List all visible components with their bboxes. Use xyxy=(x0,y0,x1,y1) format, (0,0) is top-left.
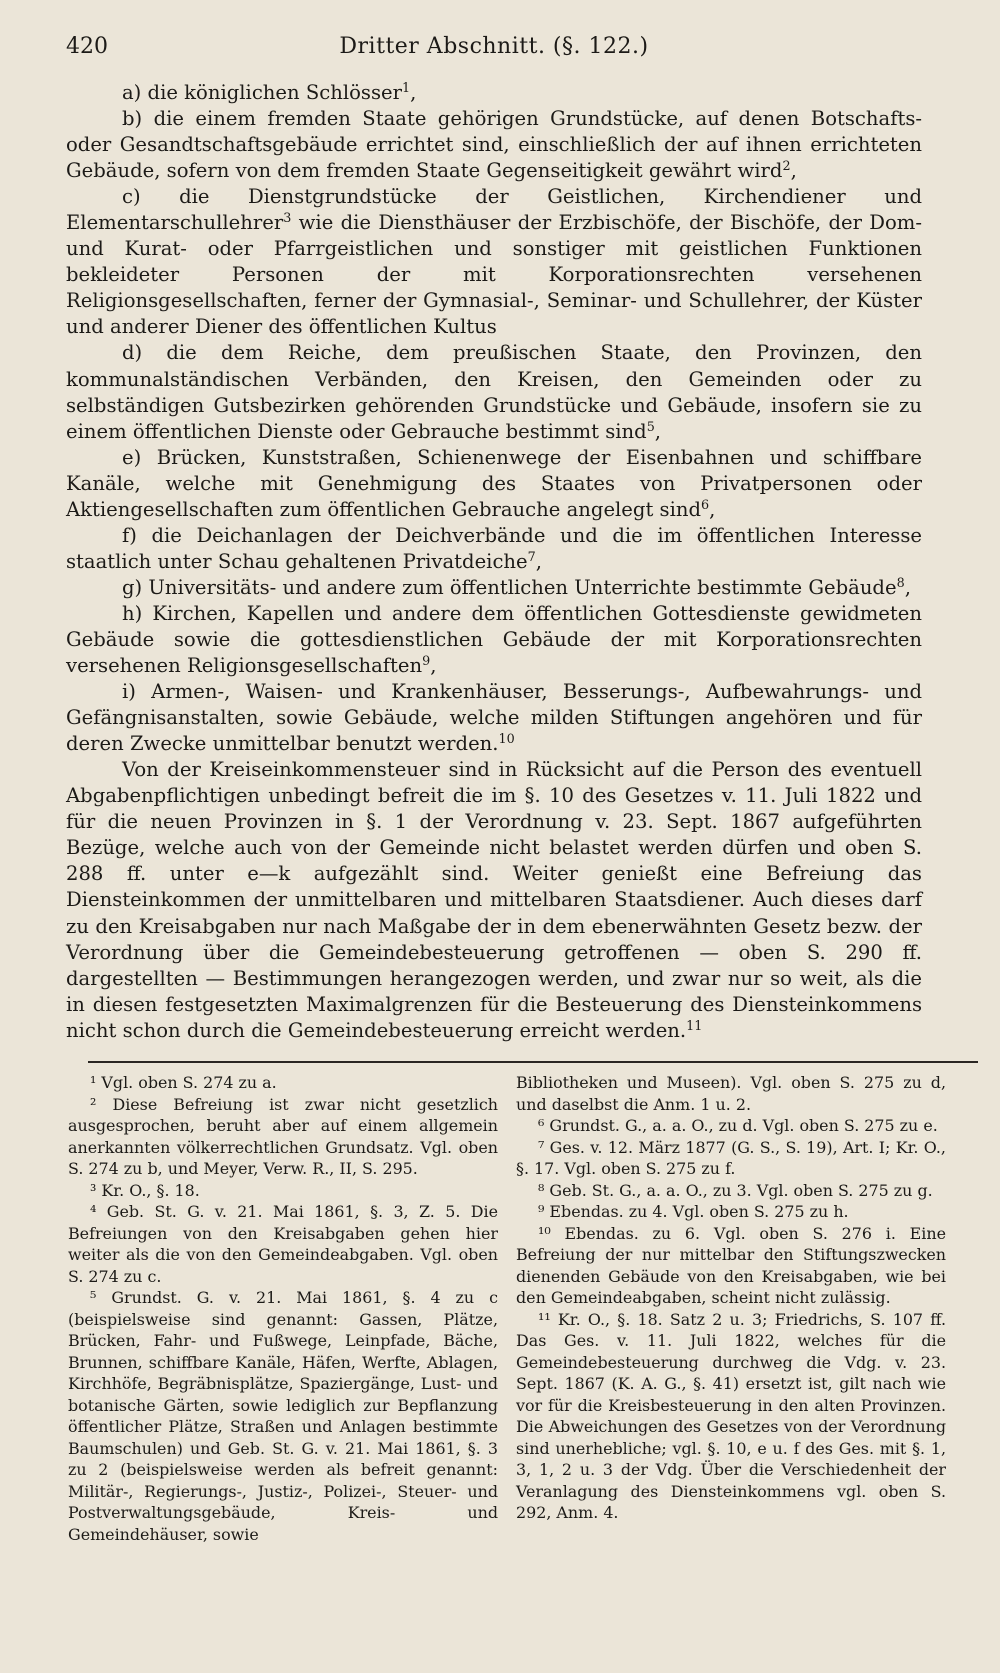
paragraph-text-tail: , xyxy=(790,159,797,183)
paragraph-text-tail: , xyxy=(410,81,417,104)
paragraph-text-tail: , xyxy=(904,575,911,599)
footnote: ¹¹ Kr. O., §. 18. Satz 2 u. 3; Friedrichs, S. 107 ff. Das Ges. v. 11. Juli 1822, welches für die Gemeindebesteuerung durchweg die Vdg. v. 23. Sept. 1867 (K. A. G., §. 41) ersetzt ist, gilt nach wie vor für die Kreisbesteuerung in den alten Provinzen. Die Abweichungen des Gesetzes von der Verordnung sind unerhebliche; vgl. §. 10, e u. f des Ges. mit §. 1, 3, 1, 2 u. 3 der Vdg. Über die Verschiedenheit der Veranlagung des Diensteinkommens vgl. oben S. 292, Anm. 4. xyxy=(516,1309,946,1522)
footnote: ¹⁰ Ebendas. zu 6. Vgl. oben S. 276 i. Eine Befreiung der nur mittelbar den Stiftungszwecken dienenden Gebäude von den Kreisabgaben, wie bei den Gemeindeabgaben, scheint nicht zulässig. xyxy=(516,1223,946,1307)
footnote-marker[interactable]: 3 xyxy=(283,211,292,227)
footnote-marker[interactable]: 11 xyxy=(686,1018,703,1034)
paragraph xyxy=(66,106,922,184)
paragraph-text: e) Brücken, Kunststraßen, Schienenwege der Eisenbahnen und schiffbare Kanäle, welche mit Genehmigung des Staates von Privatpersonen oder Aktiengesellschaften zum öffentlichen Gebrauche angelegt sind xyxy=(66,445,922,521)
paragraph xyxy=(66,80,922,106)
footnote-rule xyxy=(88,1061,978,1063)
paragraph-text: a) die königlichen Schlösser xyxy=(122,81,403,104)
footnote-marker[interactable]: 7 xyxy=(527,549,536,565)
footnote: ⁶ Grundst. G., a. a. O., zu d. Vgl. oben S. 275 zu e. xyxy=(538,1116,938,1135)
footnote: ³ Kr. O., §. 18. xyxy=(90,1180,200,1200)
footnote-marker[interactable]: 10 xyxy=(498,732,515,748)
paragraph-text: Von der Kreiseinkommensteuer sind in Rücksicht auf die Person des eventuell Abgabenpflichtigen unbedingt befreit die im §. 10 des Gesetzes v. 11. Juli 1822 und für die neuen Provinzen in §. 1 der Verordnung v. 23. Sept. 1867 aufgeführten Bezüge, welche auch von der Gemeinde nicht belastet werden dürfen und oben S. 288 ff. unter e—k aufgezählt sind. Weiter genießt eine Befreiung das Diensteinkommen der unmittelbaren und mittelbaren Staatsdiener. Auch dieses darf zu den Kreisabgaben nur nach Maßgabe der in dem ebenerwähnten Gesetz bezw. der Verordnung über die Gemeindebesteuerung getroffenen — oben S. 290 ff. dargestellten — Bestimmungen herangezogen werden, und zwar nur so weit, als die in diesen festgesetzten Maximalgrenzen für die Besteuerung des Diensteinkommens nicht schon durch die Gemeindebesteuerung erreicht werden. xyxy=(66,758,922,1042)
paragraph-text-tail: wie die Diensthäuser der Erzbischöfe, der Bischöfe, der Dom- und Kurat- oder Pfarrgeistlichen und sonstiger mit geistlichen Funktionen bekleideter Personen der mit Korporationsrechten versehenen Religionsgesellschaften, ferner der Gymnasial-, Seminar- und Schullehrer, der Küster und anderer Diener des öffentlichen Kultus xyxy=(66,211,922,339)
paragraph xyxy=(66,340,922,444)
paragraph xyxy=(66,757,922,1044)
paragraph-text: b) die einem fremden Staate gehörigen Grundstücke, auf denen Botschafts- oder Gesandtschaftsgebäude errichtet sind, einschließlich der auf ihnen errichteten Gebäude, sofern von dem fremden Staate Gegenseitigkeit gewährt wird xyxy=(66,107,922,183)
running-title: Dritter Abschnitt. (§. 122.) xyxy=(339,34,649,59)
main-text xyxy=(66,80,922,1044)
paragraph xyxy=(66,601,922,679)
paragraph-text-tail: , xyxy=(535,549,542,573)
paragraph xyxy=(66,575,922,601)
footnotes-right-column xyxy=(516,1072,946,1524)
page-header xyxy=(66,30,922,70)
paragraph-text: g) Universitäts- und andere zum öffentlichen Unterrichte bestimmte Gebäude xyxy=(122,575,897,599)
footnote: ⁸ Geb. St. G., a. a. O., zu 3. Vgl. oben S. 275 zu g. xyxy=(538,1180,933,1200)
footnote-marker[interactable]: 6 xyxy=(701,497,710,513)
footnote: ⁴ Geb. St. G. v. 21. Mai 1861, §. 3, Z. 5. Die Befreiungen von den Kreisabgaben gehen hier weiter als die von den Gemeindeabgaben. Vgl. oben S. 274 zu c. xyxy=(68,1202,498,1286)
footnote: ⁹ Ebendas. zu 4. Vgl. oben S. 275 zu h. xyxy=(538,1202,849,1221)
footnote-marker[interactable]: 9 xyxy=(422,654,431,670)
footnotes-left-column xyxy=(68,1072,498,1545)
footnote: ¹ Vgl. oben S. 274 zu a. xyxy=(90,1073,277,1092)
paragraph xyxy=(66,523,922,575)
footnote-marker[interactable]: 1 xyxy=(402,81,411,96)
footnote: ⁵ Grundst. G. v. 21. Mai 1861, §. 4 zu c (beispielsweise sind genannt: Gassen, Plätze, Brücken, Fahr- und Fußwege, Leinpfade, Bäche, Brunnen, schiffbare Kanäle, Häfen, Werfte, Ablagen, Kirchhöfe, Begräbnisplätze, Spaziergänge, Lust- und botanische Gärten, sowie lediglich zur Bepflanzung öffentlicher Plätze, Straßen und Anlagen bestimmte Baumschulen) und Geb. St. G. v. 21. Mai 1861, §. 3 zu 2 (beispielsweise werden als befreit genannt: Militär-, Regierungs-, Justiz-, Polizei-, Steuer- und Postverwaltungsgebäude, Kreis- und Gemeindehäuser, sowie xyxy=(68,1288,498,1544)
paragraph-text-tail: , xyxy=(430,654,437,678)
page-number: 420 xyxy=(66,34,108,59)
paragraph xyxy=(66,184,922,340)
footnote-marker[interactable]: 5 xyxy=(646,419,655,435)
footnote: ² Diese Befreiung ist zwar nicht gesetzlich ausgesprochen, beruht aber auf einem allgemein anerkannten völkerrechtlichen Grundsatz. Vgl. oben S. 274 zu b, und Meyer, Verw. R., II, S. 295. xyxy=(68,1094,498,1178)
paragraph xyxy=(66,445,922,523)
footnote-marker[interactable]: 2 xyxy=(782,159,791,175)
paragraph-text: d) die dem Reiche, dem preußischen Staate, den Provinzen, den kommunalständischen Verbänden, den Kreisen, den Gemeinden oder zu selbständigen Gutsbezirken gehörenden Grundstücke und Gebäude, insofern sie zu einem öffentlichen Dienste oder Gebrauche bestimmt sind xyxy=(66,341,922,443)
paragraph-text-tail: , xyxy=(654,419,662,443)
paragraph-text: i) Armen-, Waisen- und Krankenhäuser, Besserungs-, Aufbewahrungs- und Gefängnisanstalten, sowie Gebäude, welche milden Stiftungen angehören und für deren Zwecke unmittelbar benutzt werden. xyxy=(66,680,922,756)
footnote-marker[interactable]: 8 xyxy=(896,575,905,591)
paragraph-text: f) die Deichanlagen der Deichverbände und die im öffentlichen Interesse staatlich unter Schau gehaltenen Privatdeiche xyxy=(66,523,922,573)
paragraph-text: h) Kirchen, Kapellen und andere dem öffentlichen Gottesdienste gewidmeten Gebäude sowie die gottesdienstlichen Gebäude der mit Korporationsrechten versehenen Religionsgesellschaften xyxy=(66,601,922,678)
paragraph-text-tail: , xyxy=(709,497,716,521)
paragraph-text: c) die Dienstgrundstücke der Geistlichen, Kirchendiener und Elementarschullehrer xyxy=(66,185,922,235)
footnote: Bibliotheken und Museen). Vgl. oben S. 275 zu d, und daselbst die Anm. 1 u. 2. xyxy=(516,1073,946,1114)
footnote: ⁷ Ges. v. 12. März 1877 (G. S., S. 19), Art. I; Kr. O., §. 17. Vgl. oben S. 275 zu f. xyxy=(516,1137,946,1178)
paragraph xyxy=(66,679,922,757)
